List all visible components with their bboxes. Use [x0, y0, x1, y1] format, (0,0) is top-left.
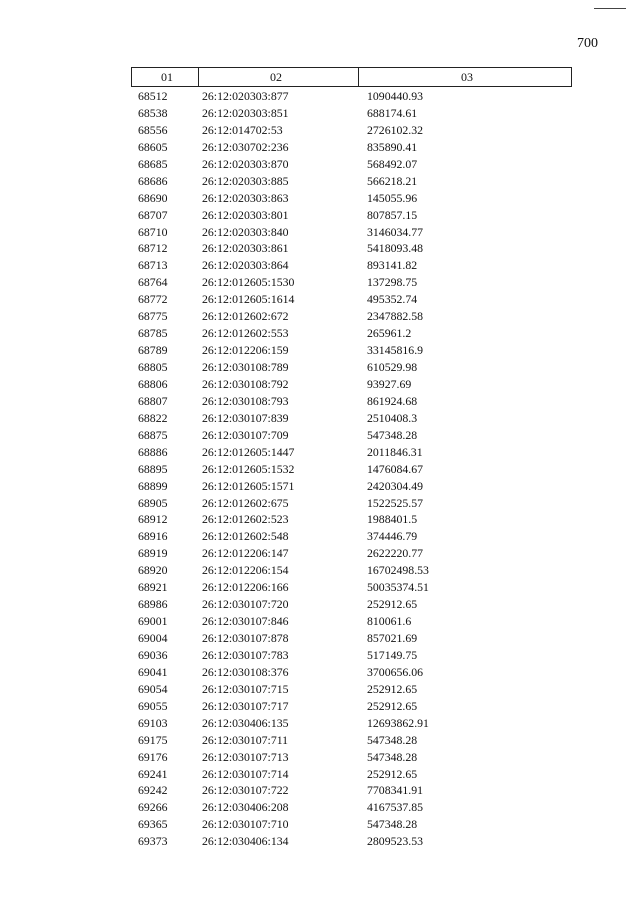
- cell-id: 68875: [138, 427, 168, 442]
- cell-id: 69054: [138, 681, 168, 696]
- table-row: [0, 613, 640, 630]
- cell-cadastral-number: 26:12:030107:722: [202, 783, 289, 798]
- table-row: [0, 698, 640, 715]
- table-row: [0, 816, 640, 833]
- cell-id: 68805: [138, 360, 168, 374]
- cell-value: 7708341.91: [367, 783, 424, 798]
- cell-value: 137298.75: [367, 275, 418, 290]
- cell-cadastral-number: 26:12:012605:1571: [202, 478, 295, 493]
- table-row: [0, 105, 640, 122]
- cell-cadastral-number: 26:12:030108:793: [202, 393, 289, 408]
- cell-cadastral-number: 26:12:012602:675: [202, 495, 289, 510]
- table-row: [0, 240, 640, 257]
- cell-cadastral-number: 26:12:030406:134: [202, 834, 289, 849]
- cell-value: 857021.69: [367, 631, 418, 645]
- cell-id: 69036: [138, 647, 168, 662]
- table-row: [0, 596, 640, 613]
- cell-cadastral-number: 26:12:012206:166: [202, 580, 289, 595]
- cell-cadastral-number: 26:12:012602:553: [202, 326, 289, 341]
- cell-value: 893141.82: [367, 258, 418, 273]
- cell-cadastral-number: 26:12:030107:711: [202, 732, 289, 747]
- header-divider: [198, 68, 199, 86]
- table-row: [0, 528, 640, 545]
- cell-id: 69242: [138, 783, 168, 798]
- cell-cadastral-number: 26:12:012602:672: [202, 309, 289, 324]
- cell-cadastral-number: 26:12:012605:1530: [202, 275, 295, 290]
- cell-value: 265961.2: [367, 326, 412, 341]
- cell-value: 547348.28: [367, 732, 418, 747]
- cell-cadastral-number: 26:12:020303:840: [202, 224, 289, 239]
- cell-value: 12693862.91: [367, 715, 429, 730]
- cell-id: 68919: [138, 546, 168, 561]
- cell-cadastral-number: 26:12:020303:861: [202, 241, 289, 256]
- cell-cadastral-number: 26:12:012602:548: [202, 529, 289, 544]
- cell-value: 835890.41: [367, 139, 418, 154]
- cell-id: 69373: [138, 834, 168, 849]
- cell-cadastral-number: 26:12:020303:864: [202, 258, 289, 273]
- cell-cadastral-number: 26:12:012605:1532: [202, 461, 295, 476]
- table-row: [0, 359, 640, 376]
- table-row: [0, 478, 640, 495]
- cell-cadastral-number: 26:12:030406:135: [202, 715, 289, 730]
- cell-cadastral-number: 26:12:012206:147: [202, 546, 289, 561]
- cell-id: 68899: [138, 478, 168, 493]
- cell-value: 2011846.31: [367, 444, 423, 459]
- table-row: [0, 732, 640, 749]
- cell-id: 68905: [138, 495, 168, 510]
- cell-id: 68806: [138, 376, 168, 391]
- cell-id: 68686: [138, 173, 168, 188]
- table-row: [0, 562, 640, 579]
- table-body: [0, 88, 640, 850]
- table-row: [0, 342, 640, 359]
- cell-id: 68807: [138, 393, 168, 408]
- cell-id: 69241: [138, 766, 168, 781]
- cell-value: 688174.61: [367, 105, 418, 120]
- cell-id: 69001: [138, 614, 168, 629]
- cell-id: 68986: [138, 597, 168, 612]
- table-row: [0, 291, 640, 308]
- table-row: [0, 190, 640, 207]
- cell-value: 568492.07: [367, 156, 418, 171]
- cell-id: 68512: [138, 89, 168, 103]
- table-row: [0, 630, 640, 647]
- cell-id: 68822: [138, 410, 168, 425]
- cell-cadastral-number: 26:12:020303:877: [202, 89, 289, 103]
- cell-value: 3146034.77: [367, 224, 424, 239]
- cell-id: 68556: [138, 122, 168, 137]
- cell-id: 68685: [138, 156, 168, 171]
- table-row: [0, 224, 640, 241]
- table-row: [0, 122, 640, 139]
- cell-value: 495352.74: [367, 292, 418, 307]
- cell-id: 68690: [138, 190, 168, 205]
- table-row: [0, 799, 640, 816]
- table-row: [0, 139, 640, 156]
- table-row: [0, 444, 640, 461]
- table-row: [0, 664, 640, 681]
- cell-value: 33145816.9: [367, 343, 424, 358]
- table-row: [0, 393, 640, 410]
- cell-cadastral-number: 26:12:030107:878: [202, 631, 289, 645]
- cell-id: 68713: [138, 258, 168, 273]
- table-row: [0, 545, 640, 562]
- cell-value: 810061.6: [367, 614, 412, 629]
- cell-value: 547348.28: [367, 749, 418, 764]
- cell-value: 2510408.3: [367, 410, 418, 425]
- cell-value: 4167537.85: [367, 800, 424, 815]
- cell-cadastral-number: 26:12:012605:1614: [202, 292, 295, 307]
- cell-cadastral-number: 26:12:014702:53: [202, 122, 283, 137]
- cell-id: 68916: [138, 529, 168, 544]
- cell-cadastral-number: 26:12:030108:792: [202, 376, 289, 391]
- table-row: [0, 257, 640, 274]
- cell-cadastral-number: 26:12:030108:789: [202, 360, 289, 374]
- cell-value: 252912.65: [367, 698, 418, 713]
- cell-value: 566218.21: [367, 173, 418, 188]
- cell-cadastral-number: 26:12:030406:208: [202, 800, 289, 815]
- table-row: [0, 495, 640, 512]
- cell-id: 68895: [138, 461, 168, 476]
- cell-id: 69103: [138, 715, 168, 730]
- cell-cadastral-number: 26:12:030107:709: [202, 427, 289, 442]
- page-number: 700: [577, 36, 598, 51]
- table-row: [0, 156, 640, 173]
- cell-value: 807857.15: [367, 207, 418, 222]
- cell-cadastral-number: 26:12:020303:851: [202, 105, 289, 120]
- cell-value: 3700656.06: [367, 664, 424, 679]
- cell-value: 252912.65: [367, 681, 418, 696]
- table-row: [0, 461, 640, 478]
- cell-id: 68707: [138, 207, 168, 222]
- cell-value: 1522525.57: [367, 495, 424, 510]
- cell-id: 68789: [138, 343, 168, 358]
- cell-value: 2809523.53: [367, 834, 424, 849]
- header-col-01: 01: [161, 70, 173, 84]
- cell-value: 374446.79: [367, 529, 418, 544]
- cell-id: 69041: [138, 664, 168, 679]
- cell-cadastral-number: 26:12:030702:236: [202, 139, 289, 154]
- table-row: [0, 173, 640, 190]
- cell-cadastral-number: 26:12:030107:710: [202, 817, 289, 832]
- cell-id: 69176: [138, 749, 168, 764]
- table-row: [0, 88, 640, 105]
- cell-id: 69175: [138, 732, 168, 747]
- cell-id: 69004: [138, 631, 168, 645]
- table-header: [131, 67, 572, 87]
- cell-id: 69055: [138, 698, 168, 713]
- cell-value: 1988401.5: [367, 512, 418, 527]
- cell-value: 2726102.32: [367, 122, 424, 137]
- cell-id: 68785: [138, 326, 168, 341]
- cell-value: 861924.68: [367, 393, 418, 408]
- cell-id: 68712: [138, 241, 168, 256]
- cell-id: 68912: [138, 512, 168, 527]
- table-row: [0, 681, 640, 698]
- cell-id: 68886: [138, 444, 168, 459]
- cell-cadastral-number: 26:12:012602:523: [202, 512, 289, 527]
- cell-value: 610529.98: [367, 360, 418, 374]
- cell-value: 1090440.93: [367, 89, 424, 103]
- cell-id: 68538: [138, 105, 168, 120]
- table-row: [0, 308, 640, 325]
- table-row: [0, 207, 640, 224]
- cell-id: 68605: [138, 139, 168, 154]
- header-divider: [358, 68, 359, 86]
- cell-id: 69365: [138, 817, 168, 832]
- cell-cadastral-number: 26:12:020303:863: [202, 190, 289, 205]
- cell-cadastral-number: 26:12:012206:154: [202, 563, 289, 578]
- table-row: [0, 766, 640, 783]
- cell-id: 68920: [138, 563, 168, 578]
- cell-cadastral-number: 26:12:020303:885: [202, 173, 289, 188]
- cell-cadastral-number: 26:12:030107:720: [202, 597, 289, 612]
- cell-cadastral-number: 26:12:012605:1447: [202, 444, 295, 459]
- table-row: [0, 749, 640, 766]
- cell-value: 5418093.48: [367, 241, 424, 256]
- cell-cadastral-number: 26:12:020303:870: [202, 156, 289, 171]
- cell-cadastral-number: 26:12:020303:801: [202, 207, 289, 222]
- table-row: [0, 427, 640, 444]
- table-row: [0, 376, 640, 393]
- cell-cadastral-number: 26:12:030107:713: [202, 749, 289, 764]
- cell-cadastral-number: 26:12:030107:717: [202, 698, 289, 713]
- table-row: [0, 647, 640, 664]
- table-row: [0, 511, 640, 528]
- cell-cadastral-number: 26:12:030107:714: [202, 766, 289, 781]
- cell-value: 547348.28: [367, 817, 418, 832]
- table-row: [0, 833, 640, 850]
- cell-value: 145055.96: [367, 190, 418, 205]
- cell-value: 2622220.77: [367, 546, 424, 561]
- cell-cadastral-number: 26:12:030107:783: [202, 647, 289, 662]
- cell-id: 68764: [138, 275, 168, 290]
- cell-id: 68710: [138, 224, 168, 239]
- table-row: [0, 325, 640, 342]
- table-row: [0, 274, 640, 291]
- cell-id: 68921: [138, 580, 168, 595]
- cell-id: 68775: [138, 309, 168, 324]
- cell-value: 16702498.53: [367, 563, 429, 578]
- table-row: [0, 782, 640, 799]
- cell-value: 252912.65: [367, 766, 418, 781]
- top-right-rule: [594, 8, 626, 9]
- cell-cadastral-number: 26:12:030107:715: [202, 681, 289, 696]
- cell-value: 1476084.67: [367, 461, 424, 476]
- cell-cadastral-number: 26:12:030107:846: [202, 614, 289, 629]
- cell-cadastral-number: 26:12:012206:159: [202, 343, 289, 358]
- header-col-02: 02: [270, 70, 282, 84]
- cell-cadastral-number: 26:12:030108:376: [202, 664, 289, 679]
- cell-value: 517149.75: [367, 647, 418, 662]
- cell-value: 252912.65: [367, 597, 418, 612]
- cell-value: 50035374.51: [367, 580, 429, 595]
- cell-id: 69266: [138, 800, 168, 815]
- table-row: [0, 579, 640, 596]
- cell-value: 93927.69: [367, 376, 412, 391]
- cell-value: 2347882.58: [367, 309, 424, 324]
- cell-value: 547348.28: [367, 427, 418, 442]
- cell-value: 2420304.49: [367, 478, 424, 493]
- cell-cadastral-number: 26:12:030107:839: [202, 410, 289, 425]
- table-row: [0, 410, 640, 427]
- table-row: [0, 715, 640, 732]
- header-col-03: 03: [461, 70, 473, 84]
- cell-id: 68772: [138, 292, 168, 307]
